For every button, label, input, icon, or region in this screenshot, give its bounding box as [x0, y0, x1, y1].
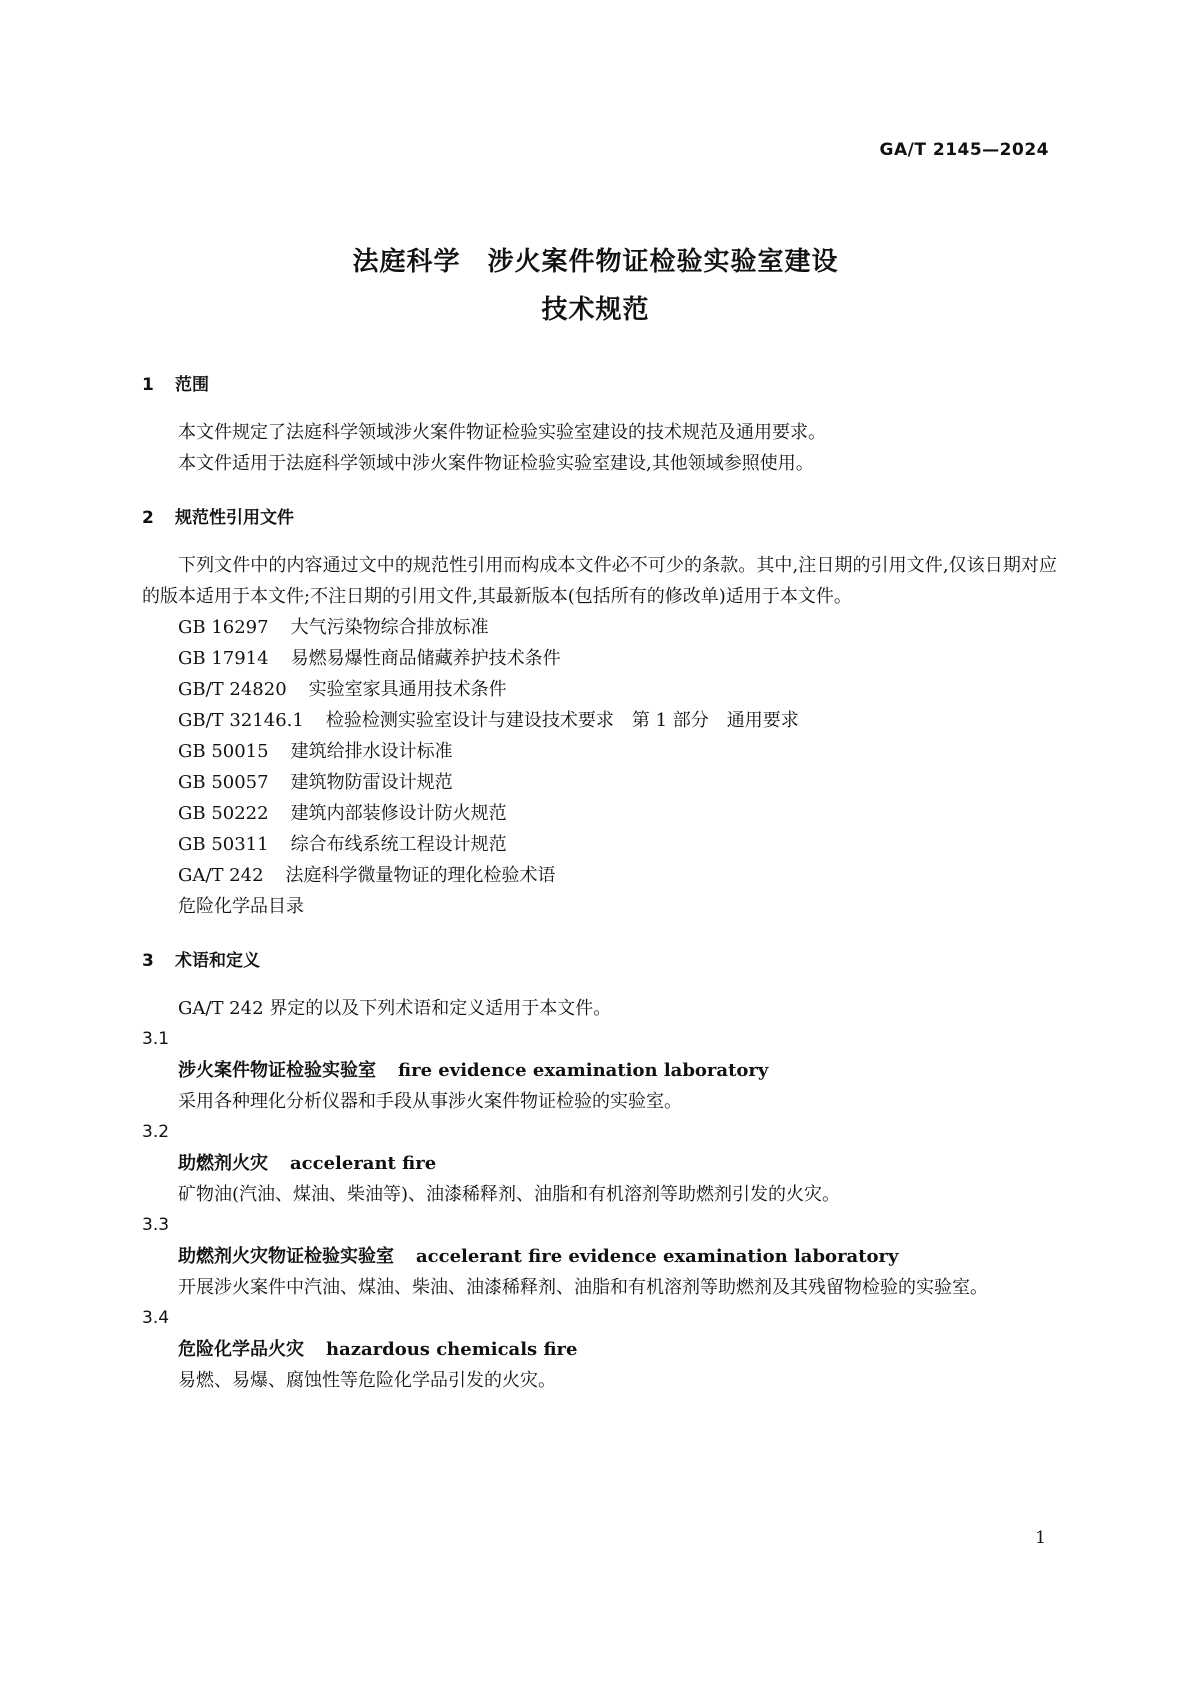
reference-item — [142, 798, 1057, 829]
reference-code: GB 50015 — [178, 741, 269, 762]
reference-item: 危险化学品目录 — [178, 896, 304, 917]
reference-code: GB 50311 — [178, 834, 269, 855]
term-name-zh: 助燃剂火灾 — [178, 1153, 268, 1174]
document-code: GA/T 2145—2024 — [879, 140, 1049, 160]
section-3-heading — [142, 946, 1057, 976]
section-2-heading — [142, 503, 1057, 533]
reference-item — [142, 860, 1057, 891]
reference-title: 法庭科学微量物证的理化检验术语 — [285, 865, 556, 886]
reference-title: 建筑给排水设计标准 — [290, 741, 453, 762]
section-1-heading — [142, 370, 1057, 400]
term-definition: 易燃、易爆、腐蚀性等危险化学品引发的火灾。 — [178, 1370, 556, 1391]
term-name-zh: 危险化学品火灾 — [178, 1339, 304, 1360]
paragraph: 本文件规定了法庭科学领域涉火案件物证检验实验室建设的技术规范及通用要求。 — [178, 422, 826, 443]
reference-item — [142, 736, 1057, 767]
section-number: 2 — [142, 508, 154, 528]
term-name — [142, 1148, 1057, 1179]
term-definition: 矿物油(汽油、煤油、柴油等)、油漆稀释剂、油脂和有机溶剂等助燃剂引发的火灾。 — [178, 1184, 841, 1205]
document-body — [142, 370, 1057, 1396]
reference-item — [142, 705, 1057, 736]
paragraph: 下列文件中的内容通过文中的规范性引用而构成本文件必不可少的条款。其中,注日期的引用文件,仅该日期对应的版本适用于本文件;不注日期的引用文件,其最新版本(包括所有的修改单)适用于本文件。 — [142, 555, 1057, 607]
title-line-1: 法庭科学 涉火案件物证检验实验室建设 — [352, 247, 839, 277]
reference-item — [142, 612, 1057, 643]
section-title: 范围 — [175, 375, 209, 395]
term-number: 3.2 — [142, 1122, 170, 1142]
reference-item — [142, 767, 1057, 798]
reference-title: 检验检测实验室设计与建设技术要求 第 1 部分 通用要求 — [325, 710, 799, 731]
reference-code: GB 17914 — [178, 648, 269, 669]
term-number: 3.4 — [142, 1308, 170, 1328]
term-name-zh: 助燃剂火灾物证检验实验室 — [178, 1246, 394, 1267]
section-title: 规范性引用文件 — [175, 508, 294, 528]
section-number: 1 — [142, 375, 154, 395]
reference-title: 大气污染物综合排放标准 — [290, 617, 489, 638]
term-name-en: fire evidence examination laboratory — [398, 1060, 769, 1081]
reference-code: GB/T 24820 — [178, 679, 287, 700]
term-name — [142, 1241, 1057, 1272]
reference-code: GB 16297 — [178, 617, 269, 638]
reference-item — [142, 643, 1057, 674]
term-name-en: accelerant fire — [290, 1153, 437, 1174]
term-number: 3.1 — [142, 1029, 170, 1049]
reference-code: GB 50057 — [178, 772, 269, 793]
document-title — [0, 238, 1191, 334]
section-title: 术语和定义 — [175, 951, 260, 971]
term-number: 3.3 — [142, 1215, 170, 1235]
reference-code: GB 50222 — [178, 803, 269, 824]
term-definition: 采用各种理化分析仪器和手段从事涉火案件物证检验的实验室。 — [178, 1091, 682, 1112]
section-number: 3 — [142, 951, 154, 971]
reference-code: GB/T 32146.1 — [178, 710, 304, 731]
reference-title: 易燃易爆性商品储藏养护技术条件 — [290, 648, 561, 669]
term-name — [142, 1334, 1057, 1365]
reference-title: 建筑物防雷设计规范 — [290, 772, 453, 793]
paragraph: 本文件适用于法庭科学领域中涉火案件物证检验实验室建设,其他领域参照使用。 — [178, 453, 814, 474]
term-name-zh: 涉火案件物证检验实验室 — [178, 1060, 376, 1081]
page-number: 1 — [1035, 1528, 1046, 1548]
paragraph: GA/T 242 界定的以及下列术语和定义适用于本文件。 — [178, 998, 612, 1019]
reference-code: GA/T 242 — [178, 865, 264, 886]
reference-item — [142, 829, 1057, 860]
reference-title: 综合布线系统工程设计规范 — [290, 834, 507, 855]
term-name-en: hazardous chemicals fire — [326, 1339, 578, 1360]
reference-title: 建筑内部装修设计防火规范 — [290, 803, 507, 824]
title-line-2: 技术规范 — [541, 295, 650, 325]
reference-title: 实验室家具通用技术条件 — [308, 679, 507, 700]
term-name-en: accelerant fire evidence examination laboratory — [416, 1246, 899, 1267]
term-name — [142, 1055, 1057, 1086]
term-definition: 开展涉火案件中汽油、煤油、柴油、油漆稀释剂、油脂和有机溶剂等助燃剂及其残留物检验的实验室。 — [178, 1277, 988, 1298]
reference-item — [142, 674, 1057, 705]
